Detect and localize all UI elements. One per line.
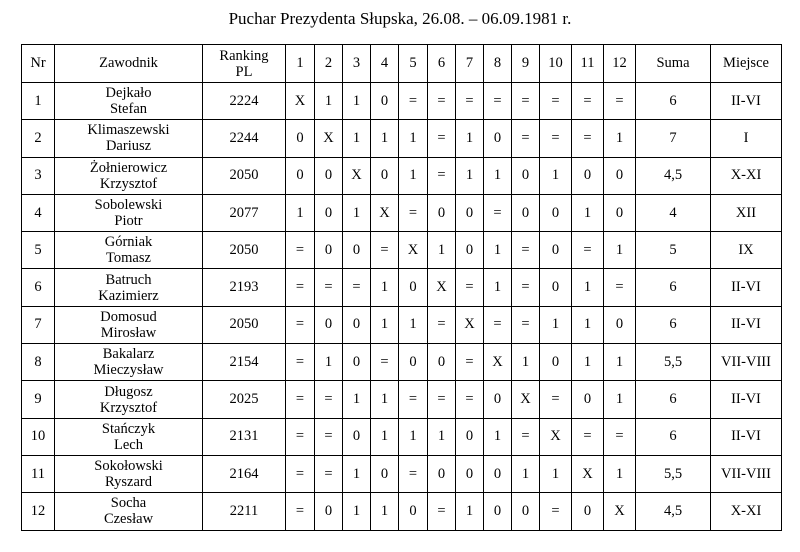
game-result: 0 (540, 194, 572, 231)
game-result: = (286, 455, 315, 492)
game-result: 0 (604, 194, 636, 231)
game-result: 1 (399, 306, 428, 343)
game-result: 1 (399, 120, 428, 157)
game-result: 1 (540, 306, 572, 343)
total-score: 6 (636, 269, 711, 306)
game-result: = (572, 232, 604, 269)
row-number: 8 (22, 344, 55, 381)
player-first-name: Stefan (109, 101, 148, 118)
game-result: = (512, 418, 540, 455)
total-score: 4,5 (636, 157, 711, 194)
game-result: 0 (343, 418, 371, 455)
table-row (22, 194, 782, 231)
game-result: 0 (484, 455, 512, 492)
game-result: = (399, 83, 428, 120)
game-result: 0 (456, 418, 484, 455)
game-result: 1 (484, 157, 512, 194)
total-score: 6 (636, 83, 711, 120)
row-number: 7 (22, 306, 55, 343)
player-first-name: Lech (114, 436, 143, 453)
game-result: = (428, 381, 456, 418)
game-result: 0 (315, 194, 343, 231)
game-result: X (540, 418, 572, 455)
table-row (22, 269, 782, 306)
header-player: Zawodnik (55, 45, 203, 83)
final-place: X-XI (711, 157, 782, 194)
row-number: 1 (22, 83, 55, 120)
game-result: = (399, 194, 428, 231)
game-result: 0 (604, 306, 636, 343)
game-result: = (371, 232, 399, 269)
game-result: 1 (371, 120, 399, 157)
player-first-name: Czesław (103, 511, 154, 528)
player-first-name: Krzysztof (99, 399, 158, 416)
game-result: X (315, 120, 343, 157)
game-result: = (572, 120, 604, 157)
game-result: = (540, 493, 572, 530)
game-result: 0 (343, 232, 371, 269)
game-result: = (572, 418, 604, 455)
player-name (55, 83, 203, 120)
player-ranking: 2224 (203, 83, 286, 120)
player-ranking: 2077 (203, 194, 286, 231)
game-result: 1 (399, 157, 428, 194)
game-result: 0 (343, 306, 371, 343)
game-result: = (604, 418, 636, 455)
game-result: 1 (371, 493, 399, 530)
player-ranking: 2131 (203, 418, 286, 455)
table-row (22, 381, 782, 418)
game-result: 0 (484, 381, 512, 418)
player-surname: Stańczyk (101, 420, 156, 437)
player-name (55, 157, 203, 194)
player-ranking: 2244 (203, 120, 286, 157)
game-result: = (399, 381, 428, 418)
game-result: = (315, 381, 343, 418)
player-first-name: Krzysztof (99, 175, 158, 192)
game-result: = (315, 269, 343, 306)
game-result: 0 (286, 157, 315, 194)
row-number: 2 (22, 120, 55, 157)
game-result: 1 (540, 455, 572, 492)
player-ranking: 2050 (203, 157, 286, 194)
game-result: 0 (315, 493, 343, 530)
header-round: 1 (286, 45, 315, 83)
game-result: 0 (371, 455, 399, 492)
header-round: 12 (604, 45, 636, 83)
game-result: = (315, 418, 343, 455)
player-surname: Żołnierowicz (89, 159, 168, 176)
game-result: 1 (604, 120, 636, 157)
total-score: 4,5 (636, 493, 711, 530)
player-surname: Bakalarz (102, 346, 155, 363)
player-first-name: Kazimierz (98, 287, 159, 304)
header-nr: Nr (22, 45, 55, 83)
game-result: 1 (572, 194, 604, 231)
game-result: 1 (343, 455, 371, 492)
final-place: IX (711, 232, 782, 269)
total-score: 4 (636, 194, 711, 231)
player-name (55, 344, 203, 381)
game-result: 1 (484, 269, 512, 306)
game-result: 1 (540, 157, 572, 194)
game-result: = (428, 83, 456, 120)
game-result: = (512, 120, 540, 157)
row-number: 12 (22, 493, 55, 530)
game-result: 1 (371, 306, 399, 343)
table-row (22, 120, 782, 157)
game-result: = (456, 83, 484, 120)
game-result: = (286, 493, 315, 530)
header-sum: Suma (636, 45, 711, 83)
header-round: 8 (484, 45, 512, 83)
game-result: 1 (343, 194, 371, 231)
header-round: 9 (512, 45, 540, 83)
game-result: 1 (484, 418, 512, 455)
game-result: 1 (371, 418, 399, 455)
game-result: 0 (399, 344, 428, 381)
game-result: 0 (315, 157, 343, 194)
game-result: = (456, 344, 484, 381)
game-result: 0 (428, 455, 456, 492)
game-result: 1 (343, 493, 371, 530)
game-result: 0 (604, 157, 636, 194)
row-number: 3 (22, 157, 55, 194)
game-result: 0 (512, 157, 540, 194)
game-result: 1 (604, 455, 636, 492)
table-row (22, 306, 782, 343)
player-surname: Klimaszewski (87, 122, 170, 139)
game-result: 1 (428, 232, 456, 269)
game-result: 0 (540, 269, 572, 306)
header-round: 7 (456, 45, 484, 83)
header-round: 10 (540, 45, 572, 83)
game-result: 0 (343, 344, 371, 381)
player-name (55, 194, 203, 231)
player-ranking: 2193 (203, 269, 286, 306)
row-number: 11 (22, 455, 55, 492)
game-result: 1 (371, 381, 399, 418)
player-name (55, 493, 203, 530)
player-surname: Długosz (104, 383, 153, 400)
player-first-name: Piotr (114, 213, 143, 230)
game-result: 1 (604, 344, 636, 381)
game-result: 0 (399, 269, 428, 306)
game-result: = (286, 306, 315, 343)
game-result: 1 (343, 83, 371, 120)
final-place: VII-VIII (711, 344, 782, 381)
game-result: = (343, 269, 371, 306)
player-ranking: 2050 (203, 232, 286, 269)
player-name (55, 269, 203, 306)
header-round: 4 (371, 45, 399, 83)
game-result: X (371, 194, 399, 231)
total-score: 5,5 (636, 455, 711, 492)
game-result: 1 (343, 381, 371, 418)
game-result: 0 (371, 157, 399, 194)
final-place: II-VI (711, 306, 782, 343)
total-score: 6 (636, 418, 711, 455)
game-result: = (456, 381, 484, 418)
player-first-name: Tomasz (106, 250, 151, 267)
game-result: 1 (512, 455, 540, 492)
game-result: 0 (399, 493, 428, 530)
table-row (22, 344, 782, 381)
final-place: II-VI (711, 418, 782, 455)
game-result: X (604, 493, 636, 530)
final-place: X-XI (711, 493, 782, 530)
game-result: 0 (456, 232, 484, 269)
game-result: 0 (512, 493, 540, 530)
game-result: = (512, 269, 540, 306)
game-result: 1 (572, 306, 604, 343)
game-result: 1 (428, 418, 456, 455)
player-surname: Sokołowski (94, 458, 163, 475)
game-result: 0 (484, 493, 512, 530)
table-row (22, 455, 782, 492)
game-result: 0 (286, 120, 315, 157)
game-result: = (604, 269, 636, 306)
game-result: 1 (572, 269, 604, 306)
game-result: = (286, 344, 315, 381)
total-score: 5 (636, 232, 711, 269)
player-name (55, 381, 203, 418)
game-result: 1 (315, 83, 343, 120)
total-score: 5,5 (636, 344, 711, 381)
final-place: VII-VIII (711, 455, 782, 492)
player-surname: Batruch (105, 271, 152, 288)
total-score: 7 (636, 120, 711, 157)
header-round: 5 (399, 45, 428, 83)
game-result: 0 (456, 455, 484, 492)
game-result: = (512, 306, 540, 343)
player-surname: Domosud (100, 308, 157, 325)
player-first-name: Mieczysław (93, 362, 164, 379)
game-result: X (512, 381, 540, 418)
row-number: 5 (22, 232, 55, 269)
final-place: II-VI (711, 381, 782, 418)
header-place: Miejsce (711, 45, 782, 83)
game-result: 1 (456, 120, 484, 157)
total-score: 6 (636, 306, 711, 343)
player-ranking: 2050 (203, 306, 286, 343)
player-surname: Sobolewski (94, 197, 163, 214)
game-result: = (428, 157, 456, 194)
player-name (55, 418, 203, 455)
game-result: 1 (371, 269, 399, 306)
game-result: X (399, 232, 428, 269)
game-result: 1 (399, 418, 428, 455)
final-place: II-VI (711, 83, 782, 120)
game-result: 1 (604, 381, 636, 418)
game-result: 1 (315, 344, 343, 381)
game-result: 0 (456, 194, 484, 231)
player-name (55, 120, 203, 157)
game-result: 0 (315, 232, 343, 269)
player-name (55, 455, 203, 492)
game-result: 0 (572, 493, 604, 530)
player-ranking: 2164 (203, 455, 286, 492)
table-row (22, 83, 782, 120)
game-result: 1 (286, 194, 315, 231)
header-ranking (203, 45, 286, 83)
game-result: = (604, 83, 636, 120)
game-result: = (286, 232, 315, 269)
header-round: 11 (572, 45, 604, 83)
player-name (55, 306, 203, 343)
row-number: 6 (22, 269, 55, 306)
game-result: 1 (604, 232, 636, 269)
table-row (22, 418, 782, 455)
player-surname: Socha (110, 495, 147, 512)
game-result: = (371, 344, 399, 381)
player-surname: Górniak (104, 234, 153, 251)
game-result: 0 (315, 306, 343, 343)
game-result: = (572, 83, 604, 120)
game-result: 0 (371, 83, 399, 120)
game-result: = (428, 493, 456, 530)
row-number: 10 (22, 418, 55, 455)
game-result: X (456, 306, 484, 343)
game-result: 1 (572, 344, 604, 381)
table-row (22, 157, 782, 194)
game-result: 0 (428, 344, 456, 381)
game-result: = (484, 83, 512, 120)
header-ranking-line2: PL (235, 63, 253, 80)
game-result: 0 (428, 194, 456, 231)
header-round: 6 (428, 45, 456, 83)
game-result: 1 (512, 344, 540, 381)
player-first-name: Ryszard (105, 474, 152, 491)
player-ranking: 2154 (203, 344, 286, 381)
game-result: = (540, 83, 572, 120)
header-ranking-line1: Ranking (219, 47, 269, 64)
player-name (55, 232, 203, 269)
game-result: 1 (456, 493, 484, 530)
table-row (22, 493, 782, 530)
game-result: = (484, 194, 512, 231)
final-place: I (711, 120, 782, 157)
results-body (22, 83, 782, 531)
game-result: 0 (572, 157, 604, 194)
header-round: 2 (315, 45, 343, 83)
game-result: = (540, 120, 572, 157)
game-result: X (484, 344, 512, 381)
game-result: = (315, 455, 343, 492)
game-result: 0 (512, 194, 540, 231)
game-result: = (540, 381, 572, 418)
game-result: = (286, 381, 315, 418)
page-title: Puchar Prezydenta Słupska, 26.08. – 06.09.1981 r. (228, 9, 572, 28)
game-result: = (286, 418, 315, 455)
player-surname: Dejkało (105, 85, 152, 102)
game-result: 1 (456, 157, 484, 194)
total-score: 6 (636, 381, 711, 418)
game-result: = (428, 306, 456, 343)
game-result: = (512, 232, 540, 269)
results-table (21, 44, 782, 531)
game-result: 0 (484, 120, 512, 157)
game-result: X (343, 157, 371, 194)
game-result: X (572, 455, 604, 492)
final-place: XII (711, 194, 782, 231)
header-row (22, 45, 782, 83)
game-result: = (484, 306, 512, 343)
game-result: 0 (540, 232, 572, 269)
game-result: 0 (540, 344, 572, 381)
player-first-name: Mirosław (100, 324, 157, 341)
game-result: X (428, 269, 456, 306)
row-number: 4 (22, 194, 55, 231)
game-result: = (456, 269, 484, 306)
player-ranking: 2211 (203, 493, 286, 530)
row-number: 9 (22, 381, 55, 418)
player-first-name: Dariusz (105, 138, 152, 155)
game-result: = (399, 455, 428, 492)
game-result: = (512, 83, 540, 120)
final-place: II-VI (711, 269, 782, 306)
game-result: 0 (572, 381, 604, 418)
player-ranking: 2025 (203, 381, 286, 418)
game-result: 1 (343, 120, 371, 157)
game-result: = (428, 120, 456, 157)
game-result: X (286, 83, 315, 120)
header-round: 3 (343, 45, 371, 83)
game-result: = (286, 269, 315, 306)
table-row (22, 232, 782, 269)
game-result: 1 (484, 232, 512, 269)
